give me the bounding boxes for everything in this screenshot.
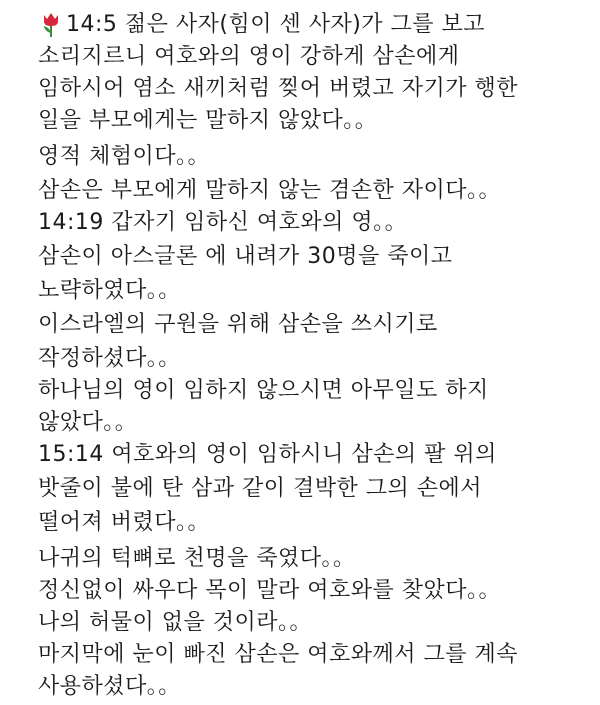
note-line: 영적 체험이다。。 [38, 144, 211, 169]
note-line: 나귀의 턱뼈로 천명을 죽였다。。 [38, 546, 356, 571]
note-line: 14:5 젊은 사자(힘이 센 사자)가 그를 보고 [66, 12, 486, 37]
note-line: 노략하였다。。 [38, 278, 181, 303]
note-line: 임하시어 염소 새끼처럼 찢어 버렸고 자기가 행한 [38, 76, 519, 101]
note-line: 일을 부모에게는 말하지 않았다。。 [38, 108, 378, 133]
note-line: 소리지르니 여호와의 영이 강하게 삼손에게 [38, 44, 460, 69]
note-line: 이스라엘의 구원을 위해 삼손을 쓰시기로 [38, 312, 438, 337]
note-line: 삼손이 아스글론 에 내려가 30명을 죽이고 [38, 244, 453, 269]
note-line: 15:14 여호와의 영이 임하시니 삼손의 팔 위의 [38, 442, 497, 467]
note-line: 나의 허물이 없을 것이라。。 [38, 610, 313, 635]
tulip-icon [40, 12, 62, 38]
note-line: 않았다。。 [38, 410, 138, 435]
note-line: 사용하셨다。。 [38, 674, 181, 699]
note-line: 밧줄이 불에 탄 삼과 같이 결박한 그의 손에서 [38, 476, 482, 501]
note-line: 14:19 갑자기 임하신 여호와의 영。。 [38, 210, 408, 235]
note-line: 작정하셨다。。 [38, 346, 181, 371]
note-line: 하나님의 영이 임하지 않으시면 아무일도 하지 [38, 378, 489, 403]
note-line: 떨어져 버렸다。。 [38, 510, 211, 535]
note-line: 마지막에 눈이 빠진 삼손은 여호와께서 그를 계속 [38, 642, 519, 667]
note-line: 삼손은 부모에게 말하지 않는 겸손한 자이다。。 [38, 178, 502, 203]
note-line: 정신없이 싸우다 목이 말라 여호와를 찾았다。。 [38, 578, 502, 603]
